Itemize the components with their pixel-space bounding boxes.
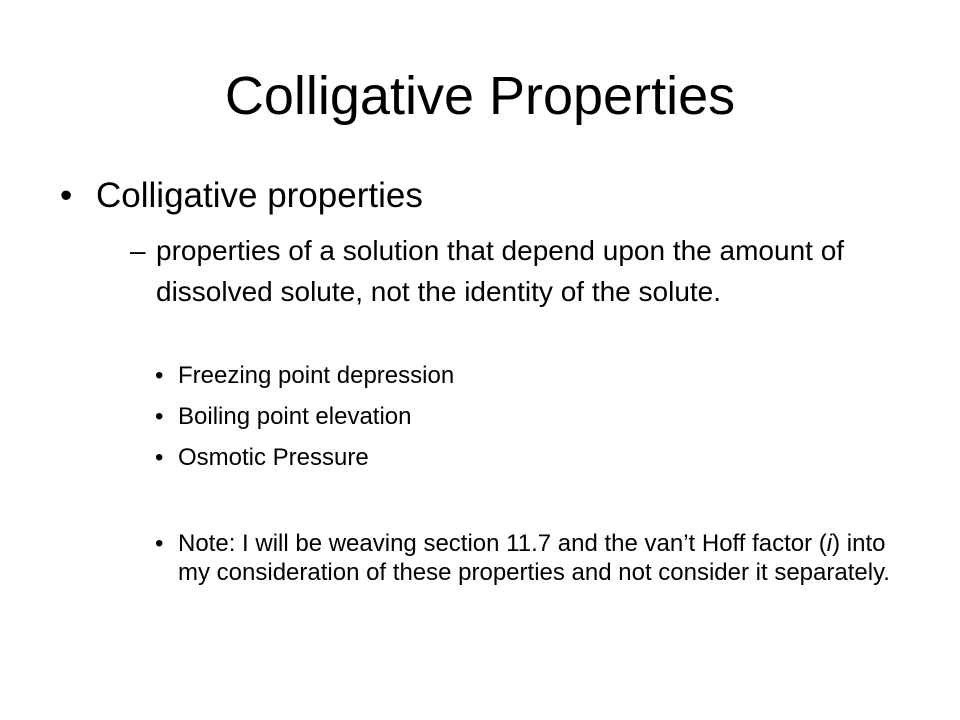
bullet-level2 [130, 230, 900, 312]
note-text [178, 529, 895, 587]
bullet-mark: • [155, 403, 164, 430]
bullet-level3-text: Boiling point elevation [178, 403, 412, 430]
dash-mark: – [130, 235, 146, 266]
note-text-after: ) into my consideration of these properties and not consider it separately. [178, 530, 890, 586]
bullet-level3-item [155, 443, 895, 472]
bullet-level1-text: Colligative properties [96, 176, 423, 215]
bullet-level2-text: properties of a solution that depend upon the amount of dissolved solute, not the identity of the solute. [156, 235, 845, 307]
bullet-level3-item [155, 361, 895, 390]
slide-title: Colligative Properties [224, 66, 736, 126]
note-item [155, 529, 895, 587]
bullet-mark: • [155, 362, 164, 389]
bullet-mark: • [60, 176, 73, 215]
note-text-before: Note: I will be weaving section 11.7 and the van’t Hoff factor ( [178, 530, 827, 557]
bullet-level3-item [155, 402, 895, 431]
bullet-level3-text: Freezing point depression [178, 362, 455, 389]
note-text-italic: i [826, 530, 833, 557]
bullet-mark: • [155, 444, 164, 471]
bullet-level3-text: Osmotic Pressure [178, 444, 369, 471]
bullet-mark: • [155, 530, 164, 557]
